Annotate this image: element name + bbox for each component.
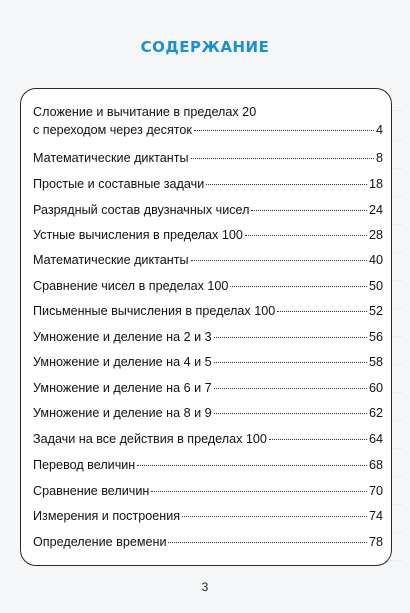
toc-entry[interactable] (33, 404, 383, 422)
toc-entry[interactable] (33, 456, 383, 474)
toc-entry-text: Умножение и деление на 8 и 9 (33, 406, 212, 420)
toc-page-number: 18 (368, 177, 383, 191)
toc-page-number: 4 (375, 123, 383, 137)
toc-entry-text: Сравнение величин (33, 484, 150, 498)
toc-entry[interactable] (33, 201, 383, 219)
contents-panel (20, 88, 392, 566)
dot-leader (277, 301, 367, 312)
dot-leader (194, 120, 374, 131)
toc-entry[interactable] (33, 507, 383, 525)
toc-entry-text: Устные вычисления в пределах 100 (33, 228, 243, 242)
toc-entry-text: Математические диктанты (33, 253, 189, 267)
toc-page-number: 68 (368, 458, 383, 472)
toc-entry[interactable] (33, 328, 383, 346)
toc-entry[interactable] (33, 251, 383, 269)
toc-page-number: 58 (368, 355, 383, 369)
toc-page-number: 70 (368, 484, 383, 498)
dot-leader (191, 148, 374, 159)
toc-entry[interactable] (33, 277, 383, 295)
toc-entry-text: Письменные вычисления в пределах 100 (33, 304, 276, 318)
toc-page-number: 62 (368, 406, 383, 420)
dot-leader (245, 225, 367, 236)
toc-page-number: 78 (368, 535, 383, 549)
toc-entry-text: Измерения и построения (33, 509, 181, 523)
dot-leader (214, 403, 367, 414)
dot-leader (151, 481, 367, 492)
toc-page-number: 24 (368, 203, 383, 217)
toc-entry-text: Сложение и вычитание в пределах 20 (33, 105, 257, 119)
dot-leader (214, 378, 367, 389)
toc-entry[interactable] (33, 379, 383, 397)
toc-entry[interactable] (33, 149, 383, 167)
toc-page-number: 50 (368, 279, 383, 293)
toc-entry[interactable] (33, 103, 383, 139)
dot-leader (214, 352, 367, 363)
dot-leader (251, 200, 367, 211)
toc-entry-text: Умножение и деление на 6 и 7 (33, 381, 212, 395)
dot-leader (182, 506, 367, 517)
dot-leader (137, 455, 367, 466)
toc-entry-text: Задачи на все действия в пределах 100 (33, 432, 267, 446)
dot-leader (168, 532, 367, 543)
toc-page-number: 40 (368, 253, 383, 267)
toc-entry-text: Умножение и деление на 2 и 3 (33, 330, 212, 344)
toc-entry-text: Умножение и деление на 4 и 5 (33, 355, 212, 369)
toc-entry[interactable] (33, 430, 383, 448)
toc-entry-text: Простые и составные задачи (33, 177, 205, 191)
toc-entry-text: Определение времени (33, 535, 167, 549)
toc-entry-text: Разрядный состав двузначных чисел (33, 203, 250, 217)
toc-entry[interactable] (33, 533, 383, 551)
toc-entry[interactable] (33, 482, 383, 500)
toc-entry[interactable] (33, 353, 383, 371)
toc-page-number: 52 (368, 304, 383, 318)
dot-leader (191, 250, 367, 261)
dot-leader (230, 276, 367, 287)
dot-leader (269, 429, 367, 440)
toc-page-number: 8 (375, 151, 383, 165)
toc-entry-text: Сравнение чисел в пределах 100 (33, 279, 229, 293)
toc-entry[interactable] (33, 175, 383, 193)
toc-entry-text: Перевод величин (33, 458, 136, 472)
toc-entry[interactable] (33, 302, 383, 320)
dot-leader (206, 174, 367, 185)
toc-page-number: 56 (368, 330, 383, 344)
toc-page-number: 74 (368, 509, 383, 523)
toc-entry-text: с переходом через десяток (33, 123, 192, 137)
toc-page-number: 60 (368, 381, 383, 395)
page-number: 3 (201, 580, 209, 594)
toc-page-number: 64 (368, 432, 383, 446)
dot-leader (214, 327, 367, 338)
toc-entry[interactable] (33, 226, 383, 244)
toc-page-number: 28 (368, 228, 383, 242)
page-title: СОДЕРЖАНИЕ (140, 38, 270, 56)
toc-entry-text: Математические диктанты (33, 151, 189, 165)
